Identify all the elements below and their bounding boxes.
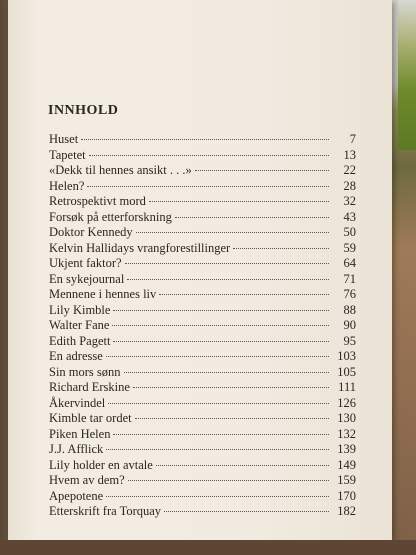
toc-entry-page: 126	[337, 395, 356, 410]
toc-entry-title: Lily holder en avtale	[49, 457, 153, 472]
dot-leader	[106, 496, 329, 497]
toc-entry-title: Kelvin Hallidays vrangforestillinger	[49, 240, 231, 255]
toc-entry-page: 71	[343, 271, 356, 286]
dot-leader	[113, 341, 329, 342]
toc-entry-page: 182	[337, 504, 356, 518]
toc-entry	[49, 225, 356, 241]
toc-entry-title: Etterskrift fra Torquay	[49, 504, 162, 518]
toc-entry-page: 139	[337, 442, 356, 456]
dot-leader	[89, 155, 329, 156]
dot-leader	[106, 449, 329, 450]
toc-entry	[49, 318, 356, 334]
dot-leader	[149, 201, 329, 202]
dot-leader	[135, 418, 329, 419]
dot-leader	[164, 511, 329, 512]
toc-entry-page: 43	[343, 209, 356, 224]
toc-entry-page: 22	[343, 163, 356, 177]
dot-leader	[113, 434, 329, 435]
toc-entry-title: Walter Fane	[49, 318, 110, 332]
toc-entry-title: Tapetet	[49, 147, 86, 162]
toc-entry-page: 32	[343, 194, 356, 208]
book-page	[8, 0, 392, 540]
toc-entry	[49, 256, 356, 272]
toc-entry-page: 132	[337, 426, 356, 441]
toc-entry	[49, 194, 356, 210]
toc-entry-title: Lily Kimble	[49, 302, 111, 317]
toc-entry	[49, 504, 356, 520]
toc-entry	[49, 380, 356, 396]
toc-entry	[49, 132, 356, 148]
toc-entry-title: En sykejournal	[49, 271, 125, 286]
toc-entry-page: 159	[337, 473, 356, 487]
dot-leader	[128, 480, 329, 481]
toc-entry	[49, 427, 356, 443]
toc-entry	[49, 148, 356, 164]
dot-leader	[87, 186, 329, 187]
toc-entry-title: Sin mors sønn	[49, 364, 121, 379]
toc-entry-title: Forsøk på etterforskning	[49, 209, 172, 224]
dot-leader	[175, 217, 329, 218]
toc-entry-page: 13	[343, 147, 356, 162]
toc-entry	[49, 489, 356, 505]
dot-leader	[195, 170, 329, 171]
toc-entry-title: J.J. Afflick	[49, 442, 104, 456]
toc-entry-page: 111	[338, 380, 356, 394]
toc-entry	[49, 442, 356, 458]
toc-entry	[49, 303, 356, 319]
dot-leader	[124, 372, 329, 373]
toc-entry	[49, 272, 356, 288]
dot-leader	[113, 310, 329, 311]
dot-leader	[136, 232, 329, 233]
toc-entry	[49, 396, 356, 412]
toc-entry-page: 170	[337, 488, 356, 503]
toc-entry-title: En adresse	[49, 349, 103, 363]
toc-entry	[49, 411, 356, 427]
toc-entry	[49, 473, 356, 489]
toc-entry	[49, 365, 356, 381]
dot-leader	[133, 387, 329, 388]
toc-entry-page: 76	[343, 287, 356, 301]
dot-leader	[127, 279, 329, 280]
green-book-edge	[398, 0, 416, 150]
dot-leader	[112, 325, 329, 326]
toc-entry	[49, 179, 356, 195]
toc-entry-page: 7	[349, 132, 356, 146]
toc-entry-page: 50	[343, 225, 356, 239]
dot-leader	[233, 248, 329, 249]
toc-entry-title: Åkervindel	[49, 395, 106, 410]
toc-entry-title: Edith Pagett	[49, 333, 111, 348]
toc-entry-title: Apepotene	[49, 488, 104, 503]
toc-entry-page: 105	[337, 364, 356, 379]
dot-leader	[156, 465, 329, 466]
toc-entry	[49, 287, 356, 303]
toc-entry	[49, 349, 356, 365]
toc-entry-title: Kimble tar ordet	[49, 411, 132, 425]
toc-entry	[49, 334, 356, 350]
toc-entry	[49, 163, 356, 179]
toc-entry	[49, 210, 356, 226]
dot-leader	[81, 139, 329, 140]
toc-entry-title: Richard Erskine	[49, 380, 130, 394]
toc-entry-page: 28	[343, 178, 356, 193]
toc-entry-title: Retrospektivt mord	[49, 194, 146, 208]
dot-leader	[125, 263, 329, 264]
toc-entry-title: Hvem av dem?	[49, 473, 125, 487]
toc-entry-title: Piken Helen	[49, 426, 111, 441]
dot-leader	[159, 294, 329, 295]
toc-entry-title: Mennene i hennes liv	[49, 287, 157, 301]
toc-entry-page: 88	[343, 302, 356, 317]
toc-heading: INNHOLD	[48, 103, 119, 118]
toc-entry-page: 103	[337, 349, 356, 363]
toc-entry-page: 95	[343, 333, 356, 348]
toc-entry	[49, 241, 356, 257]
toc-entry-title: Helen?	[49, 178, 85, 193]
toc-entry-page: 59	[343, 240, 356, 255]
dot-leader	[108, 403, 329, 404]
toc-entry-page: 64	[343, 256, 356, 270]
dot-leader	[106, 356, 329, 357]
toc-entry-title: «Dekk til hennes ansikt . . .»	[49, 163, 192, 177]
background-bottom	[0, 540, 416, 555]
toc-entry-page: 130	[337, 411, 356, 425]
toc-entry-page: 90	[343, 318, 356, 332]
table-of-contents	[49, 132, 356, 520]
toc-entry-page: 149	[337, 457, 356, 472]
toc-entry	[49, 458, 356, 474]
toc-entry-title: Doktor Kennedy	[49, 225, 133, 239]
toc-entry-title: Ukjent faktor?	[49, 256, 122, 270]
toc-entry-title: Huset	[49, 132, 79, 146]
